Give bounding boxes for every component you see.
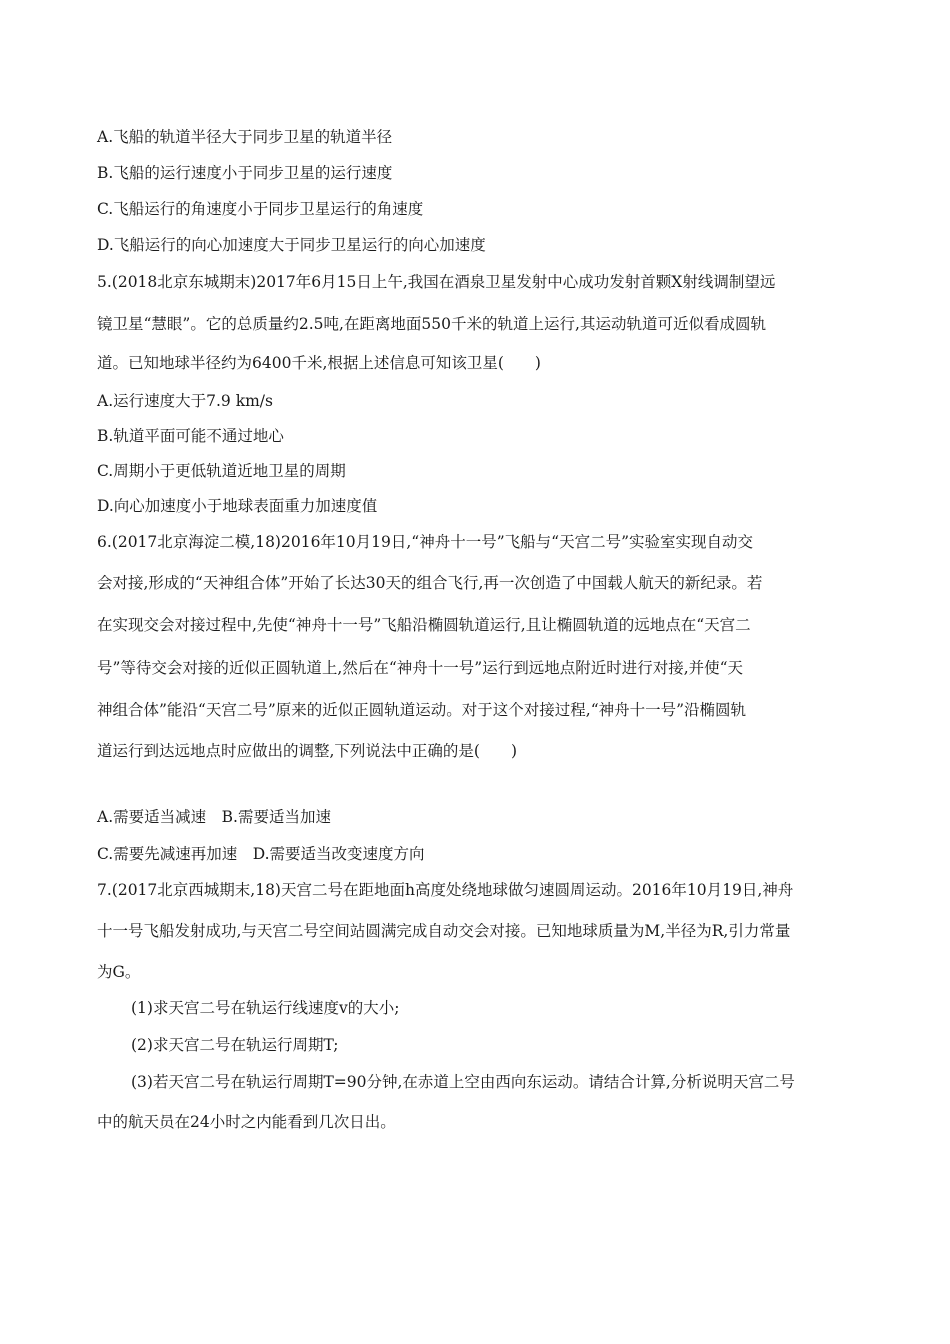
q4-option-c: C.飞船运行的角速度小于同步卫星运行的角速度: [97, 200, 424, 218]
q6-stem-line-2: 会对接,形成的“天神组合体”开始了长达30天的组合飞行,再一次创造了中国载人航天的新纪录。若: [97, 574, 763, 592]
q5-option-c: C.周期小于更低轨道近地卫星的周期: [97, 462, 346, 480]
q5-option-b: B.轨道平面可能不通过地心: [97, 427, 284, 445]
q4-option-d: D.飞船运行的向心加速度大于同步卫星运行的向心加速度: [97, 236, 486, 254]
q7-stem-line-1: 7.(2017北京西城期末,18)天宫二号在距地面h高度处绕地球做匀速圆周运动。2016年10月19日,神舟: [97, 881, 794, 899]
q7-stem-line-3: 为G。: [97, 963, 141, 981]
q5-stem-line-3: 道。已知地球半径约为6400千米,根据上述信息可知该卫星( ): [97, 354, 541, 372]
q4-option-b: B.飞船的运行速度小于同步卫星的运行速度: [97, 164, 393, 182]
q7-part-2: (2)求天宫二号在轨运行周期T;: [131, 1036, 339, 1054]
q7-part-3-continued: 中的航天员在24小时之内能看到几次日出。: [97, 1113, 396, 1131]
q5-option-a: A.运行速度大于7.9 km/s: [97, 392, 273, 410]
q5-stem-line-2: 镜卫星“慧眼”。它的总质量约2.5吨,在距离地面550千米的轨道上运行,其运动轨道可近似看成圆轨: [97, 315, 766, 333]
q5-stem-line-1: 5.(2018北京东城期末)2017年6月15日上午,我国在酒泉卫星发射中心成功发射首颗X射线调制望远: [97, 273, 776, 291]
q6-stem-line-4: 号”等待交会对接的近似正圆轨道上,然后在“神舟十一号”运行到远地点附近时进行对接,并使“天: [97, 659, 744, 677]
q6-options-cd: C.需要先减速再加速 D.需要适当改变速度方向: [97, 845, 425, 863]
q7-part-3: (3)若天宫二号在轨运行周期T=90分钟,在赤道上空由西向东运动。请结合计算,分析说明天宫二号: [131, 1073, 795, 1091]
q4-option-a: A.飞船的轨道半径大于同步卫星的轨道半径: [97, 128, 393, 146]
q7-stem-line-2: 十一号飞船发射成功,与天宫二号空间站圆满完成自动交会对接。已知地球质量为M,半径为R,引力常量: [97, 922, 791, 940]
q6-stem-line-3: 在实现交会对接过程中,先使“神舟十一号”飞船沿椭圆轨道运行,且让椭圆轨道的远地点在“天宫二: [97, 616, 751, 634]
q5-option-d: D.向心加速度小于地球表面重力加速度值: [97, 497, 378, 515]
q6-stem-line-5: 神组合体”能沿“天宫二号”原来的近似正圆轨道运动。对于这个对接过程,“神舟十一号”沿椭圆轨: [97, 701, 747, 719]
q6-options-ab: A.需要适当减速 B.需要适当加速: [97, 808, 331, 826]
q6-stem-line-1: 6.(2017北京海淀二模,18)2016年10月19日,“神舟十一号”飞船与“天宫二号”实验室实现自动交: [97, 533, 753, 551]
q6-stem-line-6: 道运行到达远地点时应做出的调整,下列说法中正确的是( ): [97, 742, 518, 760]
q7-part-1: (1)求天宫二号在轨运行线速度v的大小;: [131, 999, 400, 1017]
